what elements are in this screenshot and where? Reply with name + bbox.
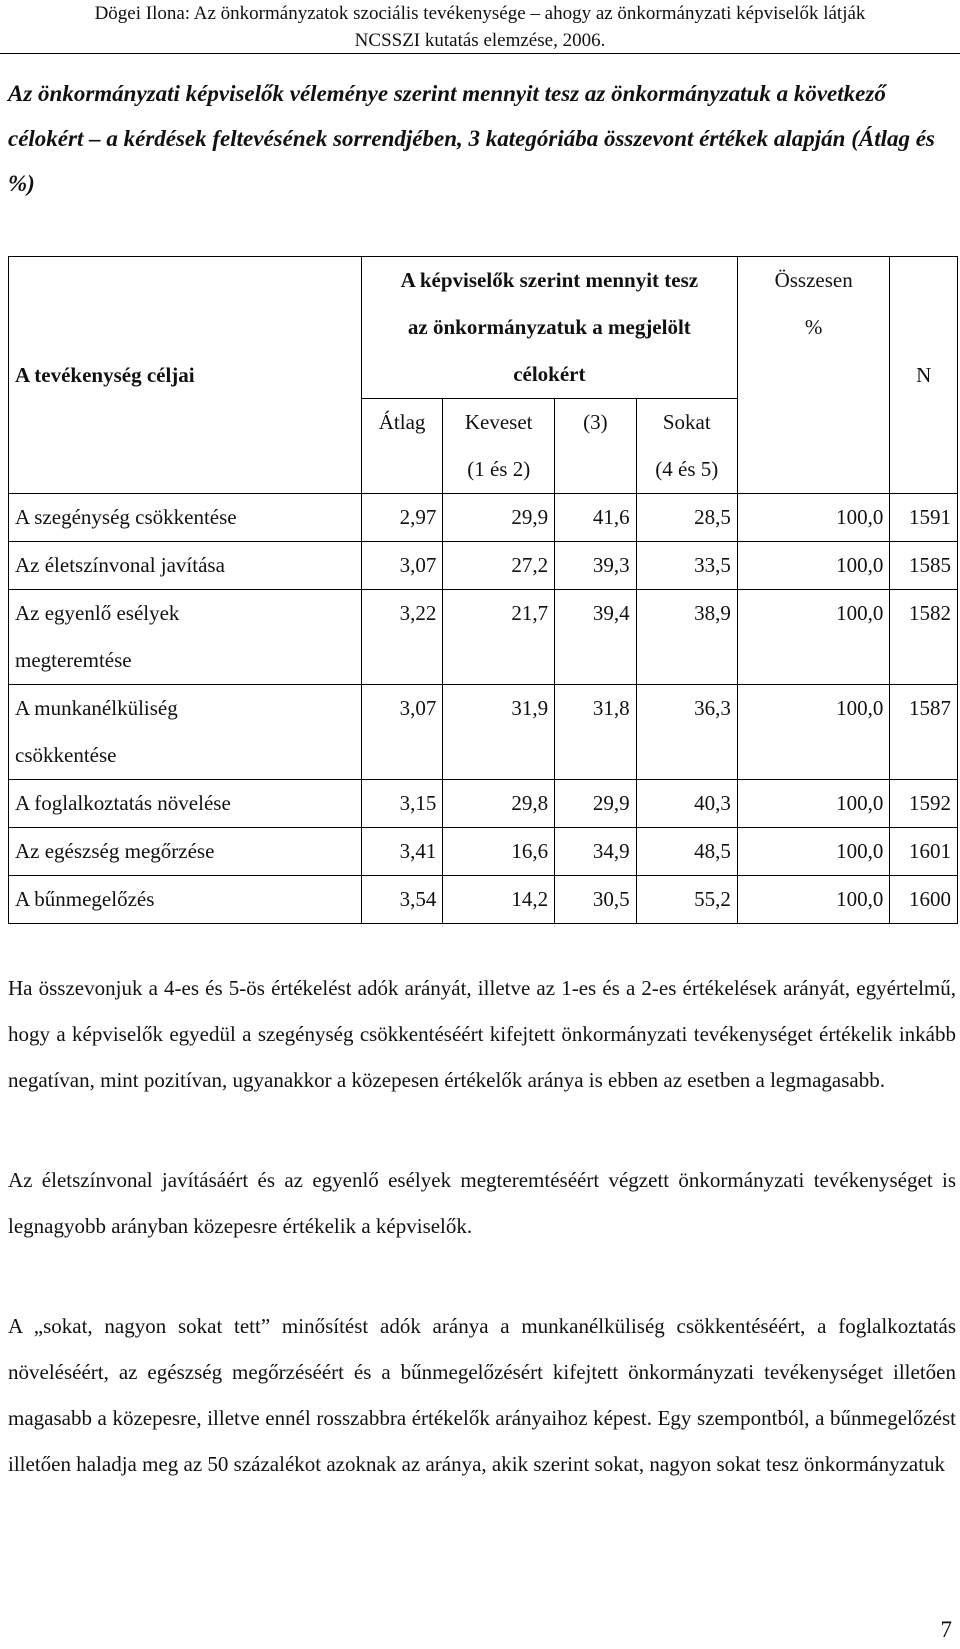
paragraph: A „sokat, nagyon sokat tett” minősítést adók aránya a munkanélküliség csökkentéséért, a foglalkoztatás növeléséért, az egészség megőrzéséért és a bűnmegelőzésért kifejtett önkormányzati tevékenységet illetően magasabb a közepesre, illetve ennél rosszabbra értékelők arányaihoz képest. Egy szempontból, a bűnmegelőzést illetően haladja meg az 50 százalékot azoknak az aránya, akik szerint sokat, nagyon sokat tesz önkormányzatuk bbox=[8, 1314, 956, 1476]
header-rule bbox=[0, 53, 960, 54]
subheader-few bbox=[443, 399, 555, 494]
header-n: N bbox=[890, 257, 958, 494]
row-label bbox=[9, 876, 362, 924]
cell-three: 30,5 bbox=[555, 876, 637, 924]
cell-n: 1592 bbox=[890, 780, 958, 828]
body-text bbox=[8, 965, 956, 1541]
paragraph: Az életszínvonal javításáért és az egyenlő esélyek megteremtéséért végzett önkormányzati tevékenységet is legnagyobb arányban közepesre értékelik a képviselők. bbox=[8, 1168, 956, 1238]
cell-few: 14,2 bbox=[443, 876, 555, 924]
subheader-few-line: (1 és 2) bbox=[467, 457, 531, 481]
cell-three: 29,9 bbox=[555, 780, 637, 828]
cell-n: 1587 bbox=[890, 685, 958, 780]
table-row bbox=[9, 876, 958, 924]
cell-total: 100,0 bbox=[737, 685, 890, 780]
cell-many: 33,5 bbox=[636, 542, 737, 590]
subheader-avg-label: Átlag bbox=[378, 410, 426, 434]
cell-avg: 3,07 bbox=[361, 542, 443, 590]
row-label bbox=[9, 828, 362, 876]
cell-avg: 3,15 bbox=[361, 780, 443, 828]
cell-many: 40,3 bbox=[636, 780, 737, 828]
table-row bbox=[9, 590, 958, 685]
cell-avg: 3,22 bbox=[361, 590, 443, 685]
header-question-line: az önkormányzatuk a megjelölt bbox=[407, 315, 691, 339]
cell-many: 38,9 bbox=[636, 590, 737, 685]
header-question-line: A képviselők szerint mennyit tesz bbox=[400, 268, 699, 292]
page-header bbox=[0, 0, 960, 54]
subheader-many bbox=[636, 399, 737, 494]
cell-few: 21,7 bbox=[443, 590, 555, 685]
cell-total: 100,0 bbox=[737, 494, 890, 542]
cell-n: 1585 bbox=[890, 542, 958, 590]
cell-total: 100,0 bbox=[737, 876, 890, 924]
row-label-line: Az életszínvonal javítása bbox=[15, 553, 225, 577]
header-row bbox=[9, 257, 958, 399]
cell-n: 1601 bbox=[890, 828, 958, 876]
header-total-line: Összesen bbox=[774, 268, 853, 292]
cell-three: 39,4 bbox=[555, 590, 637, 685]
table-row bbox=[9, 780, 958, 828]
row-label-line: A foglalkoztatás növelése bbox=[15, 791, 231, 815]
subheader-many-line: Sokat bbox=[662, 410, 711, 434]
cell-avg: 2,97 bbox=[361, 494, 443, 542]
row-label bbox=[9, 494, 362, 542]
row-label bbox=[9, 590, 362, 685]
cell-avg: 3,07 bbox=[361, 685, 443, 780]
header-activity: A tevékenység céljai bbox=[9, 257, 362, 494]
header-line-2: NCSSZI kutatás elemzése, 2006. bbox=[354, 30, 606, 51]
cell-three: 39,3 bbox=[555, 542, 637, 590]
row-label-line: megteremtése bbox=[15, 648, 132, 672]
cell-many: 48,5 bbox=[636, 828, 737, 876]
row-label-line: A munkanélküliség bbox=[15, 696, 178, 720]
row-label bbox=[9, 685, 362, 780]
cell-total: 100,0 bbox=[737, 780, 890, 828]
header-question-line: célokért bbox=[513, 362, 586, 386]
row-label-line: Az egyenlő esélyek bbox=[15, 601, 180, 625]
subheader-avg bbox=[361, 399, 443, 494]
cell-many: 55,2 bbox=[636, 876, 737, 924]
cell-total: 100,0 bbox=[737, 828, 890, 876]
header-line-1: Dögei Ilona: Az önkormányzatok szociális tevékenysége – ahogy az önkormányzati képviselők látják bbox=[94, 3, 866, 24]
table-row bbox=[9, 828, 958, 876]
row-label bbox=[9, 542, 362, 590]
table-row bbox=[9, 494, 958, 542]
cell-few: 31,9 bbox=[443, 685, 555, 780]
header-total-line: % bbox=[804, 315, 823, 339]
row-label-line: Az egészség megőrzése bbox=[15, 839, 215, 863]
cell-few: 27,2 bbox=[443, 542, 555, 590]
cell-n: 1591 bbox=[890, 494, 958, 542]
cell-few: 16,6 bbox=[443, 828, 555, 876]
cell-few: 29,8 bbox=[443, 780, 555, 828]
cell-three: 41,6 bbox=[555, 494, 637, 542]
cell-avg: 3,54 bbox=[361, 876, 443, 924]
cell-three: 31,8 bbox=[555, 685, 637, 780]
cell-avg: 3,41 bbox=[361, 828, 443, 876]
subheader-few-line: Keveset bbox=[464, 410, 533, 434]
cell-many: 36,3 bbox=[636, 685, 737, 780]
table-row bbox=[9, 685, 958, 780]
cell-total: 100,0 bbox=[737, 590, 890, 685]
paragraph: Ha összevonjuk a 4-es és 5-ös értékelést adók arányát, illetve az 1-es és a 2-es értékelések arányát, egyértelmű, hogy a képviselők egyedül a szegénység csökkentéséért kifejtett önkormányzati tevékenységet értékelik inkább negatívan, mint pozitívan, ugyanakkor a közepesen értékelők aránya is ebben az esetben a legmagasabb. bbox=[8, 976, 956, 1092]
table-row bbox=[9, 542, 958, 590]
row-label-line: A szegénység csökkentése bbox=[15, 505, 237, 529]
subheader-three bbox=[555, 399, 637, 494]
header-question bbox=[361, 257, 737, 399]
table-title: Az önkormányzati képviselők véleménye szerint mennyit tesz az önkormányzatuk a következő célokért – a kérdések feltevésének sorrendjében, 3 kategóriába összevont értékek alapján (Átlag és %) bbox=[8, 81, 935, 196]
cell-total: 100,0 bbox=[737, 542, 890, 590]
cell-few: 29,9 bbox=[443, 494, 555, 542]
subheader-three-label: (3) bbox=[583, 410, 608, 434]
page-number: 7 bbox=[940, 1617, 952, 1642]
row-label-line: A bűnmegelőzés bbox=[15, 887, 155, 911]
cell-n: 1600 bbox=[890, 876, 958, 924]
cell-n: 1582 bbox=[890, 590, 958, 685]
row-label-line: csökkentése bbox=[15, 743, 117, 767]
cell-three: 34,9 bbox=[555, 828, 637, 876]
data-table bbox=[8, 256, 958, 924]
cell-many: 28,5 bbox=[636, 494, 737, 542]
row-label bbox=[9, 780, 362, 828]
header-total bbox=[737, 257, 890, 494]
subheader-many-line: (4 és 5) bbox=[655, 457, 719, 481]
